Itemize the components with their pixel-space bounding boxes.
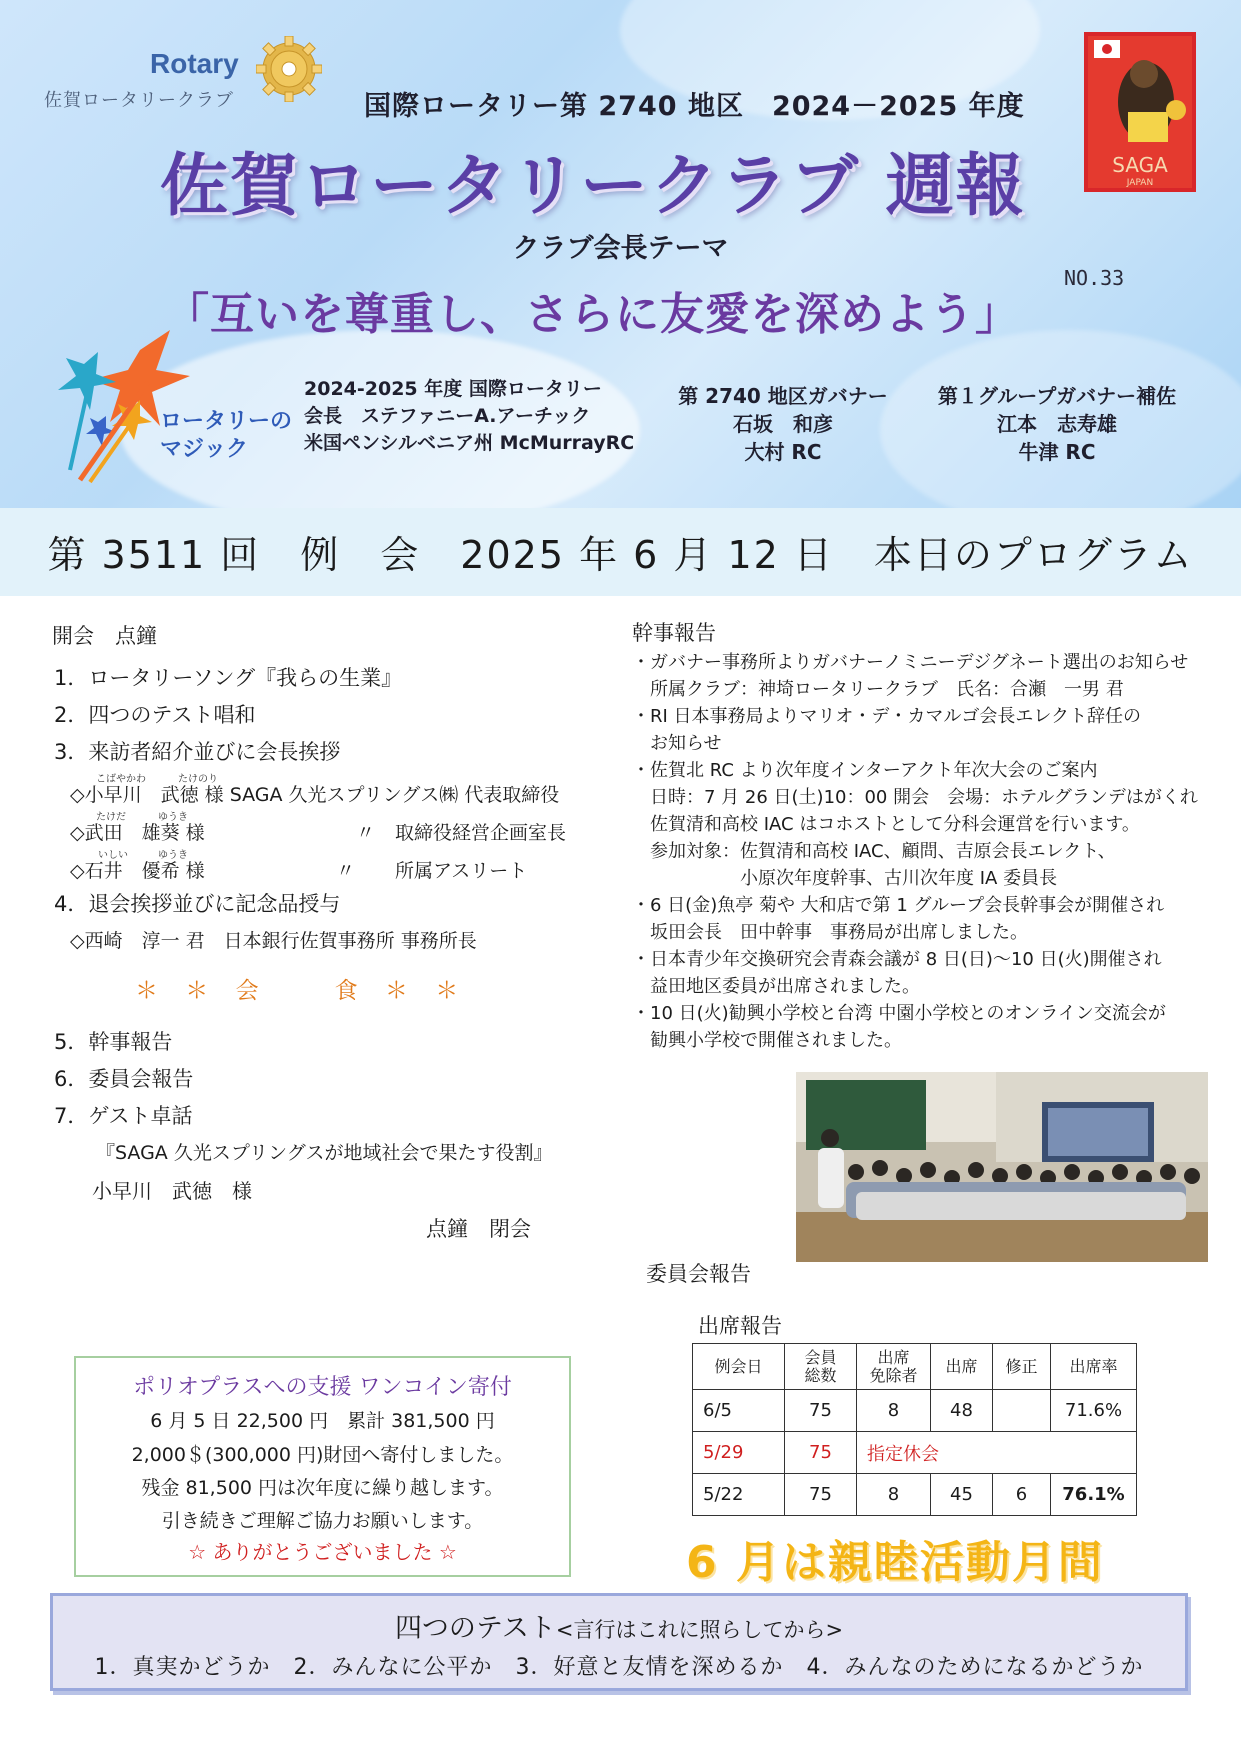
polio-donation-box [74, 1356, 571, 1577]
ruby-takeda: たけだ [96, 812, 126, 823]
polio-line-4: 引き続きご理解ご協力お願いします。 [161, 1510, 484, 1532]
secretary-report-line: 益田地区委員が出席されました。 [632, 976, 920, 997]
cell-date: 5/22 [693, 1474, 785, 1516]
secretary-report-line: 坂田会長 田中幹事 事務局が出席しました。 [632, 922, 1028, 943]
secretary-report-line: 小原次年度幹事、古川次年度 IA 委員長 [632, 868, 1058, 889]
polio-line-3: 残金 81,500 円は次年度に繰り越します。 [141, 1477, 504, 1499]
saga-emblem-image [1084, 32, 1196, 192]
cell-rate: 76.1% [1051, 1474, 1137, 1516]
svg-text:JAPAN: JAPAN [1126, 178, 1154, 188]
visitor-3-name: ◇石井 優希 様 [70, 860, 205, 882]
district-year: 国際ロータリー第 2740 地区 2024－2025 年度 [364, 91, 1025, 122]
ri-president-block: 2024-2025 年度 国際ロータリー 会長 ステファニーA.アーチック 米国ペンシルベニア州 McMurrayRC [304, 378, 635, 454]
cell-adjusted [993, 1390, 1051, 1432]
ruby-ishii: いしい [98, 850, 128, 861]
secretary-report-line: お知らせ [632, 733, 722, 754]
secretary-report-line: 勧興小学校で開催されました。 [632, 1030, 902, 1051]
program-item-2: 2．四つのテスト唱和 [54, 703, 256, 727]
four-way-test-items: 1．真実かどうか 2．みんなに公平か 3．好意と友情を深めるか 4．みんなのためになるかどうか [94, 1655, 1144, 1680]
secretary-report-line: 日時：7 月 26 日(土)10：00 開会 会場：ホテルグランデはがくれ [632, 787, 1198, 808]
program-item-4: 4．退会挨拶並びに記念品授与 [54, 892, 341, 916]
table-row [693, 1432, 1137, 1474]
ruby-yuki-2: ゆうき [158, 850, 188, 861]
cell-present: 48 [931, 1390, 993, 1432]
col-present: 出席 [931, 1344, 993, 1390]
ditto-mark-1: 〃 [356, 822, 376, 844]
ruby-yuki-1: ゆうき [158, 812, 188, 823]
secretary-report-line: ・RI 日本事務局よりマリオ・デ・カマルゴ会長エレクト辞任の [632, 706, 1141, 727]
svg-text:SAGA: SAGA [1112, 153, 1168, 177]
meal-break: ＊ ＊ 会 食 ＊ ＊ [135, 978, 469, 1004]
assistant-governor-block: 第１グループガバナー補佐 江本 志寿雄 牛津 RC [937, 384, 1177, 464]
program-closing: 点鐘 閉会 [426, 1217, 531, 1241]
four-way-test-title: 四つのテスト<言行はこれに照らしてから> [394, 1613, 844, 1644]
program-item-6: 6．委員会報告 [54, 1067, 194, 1091]
visitor-1: ◇小早川 武徳 様 SAGA 久光スプリングス㈱ 代表取締役 [70, 784, 560, 806]
visitor-3-role: 所属アスリート [395, 860, 528, 882]
secretary-report-line: ・10 日(火)勧興小学校と台湾 中園小学校とのオンライン交流会が [632, 1003, 1166, 1024]
page-title: 佐賀ロータリークラブ 週報 [160, 147, 1026, 226]
secretary-report-line: 佐賀清和高校 IAC はコホストとして分科会運営を行います。 [632, 814, 1140, 835]
rotary-club-name: 佐賀ロータリークラブ [44, 90, 234, 111]
cell-date: 5/29 [693, 1432, 785, 1474]
cell-exempt: 8 [857, 1390, 931, 1432]
cell-total: 75 [785, 1474, 857, 1516]
president-theme: 「互いを尊重し、さらに友愛を深めよう」 [165, 289, 1020, 340]
cell-total: 75 [785, 1390, 857, 1432]
program-item-5: 5．幹事報告 [54, 1030, 173, 1054]
secretary-report-heading: 幹事報告 [632, 621, 716, 645]
retiree-line: ◇西崎 淳一 君 日本銀行佐賀事務所 事務所長 [70, 930, 477, 952]
program-item-7: 7．ゲスト卓話 [54, 1104, 193, 1128]
theme-label: クラブ会長テーマ [512, 233, 729, 264]
secretary-report-line: 参加対象：佐賀清和高校 IAC、顧問、吉原会長エレクト、 [632, 841, 1116, 862]
cell-note: 指定休会 [857, 1432, 1137, 1474]
month-theme-banner: 6 月は親睦活動月間 [686, 1537, 1104, 1588]
table-row [693, 1474, 1137, 1516]
col-adjusted: 修正 [993, 1344, 1051, 1390]
school-exchange-photo [796, 1072, 1208, 1262]
rotary-wheel-icon [256, 36, 322, 102]
secretary-report-line: ・佐賀北 RC より次年度インターアクト年次大会のご案内 [632, 760, 1098, 781]
cell-adjusted: 6 [993, 1474, 1051, 1516]
cell-total: 75 [785, 1432, 857, 1474]
visitor-2-role: 取締役経営企画室長 [395, 822, 567, 844]
attendance-header-row [693, 1344, 1137, 1390]
cell-exempt: 8 [857, 1474, 931, 1516]
col-rate: 出席率 [1051, 1344, 1137, 1390]
rotary-logo-text: Rotary [150, 48, 239, 79]
secretary-report-line: 所属クラブ：神埼ロータリークラブ 氏名：合瀬 一男 君 [632, 679, 1124, 700]
committee-report-heading: 委員会報告 [646, 1262, 751, 1286]
polio-thanks: ☆ ありがとうございました ☆ [188, 1540, 457, 1564]
col-exempt: 出席 免除者 [857, 1344, 931, 1390]
program-item-1: 1．ロータリーソング『我らの生業』 [54, 666, 403, 690]
col-date: 例会日 [693, 1344, 785, 1390]
four-way-test-box [50, 1593, 1188, 1691]
talk-title: 『SAGA 久光スプリングスが地域社会で果たす役割』 [96, 1142, 553, 1164]
visitor-2-name: ◇武田 雄葵 様 [70, 822, 205, 844]
secretary-report-line: ・ガバナー事務所よりガバナーノミニーデジグネート選出のお知らせ [632, 652, 1189, 673]
col-total: 会員 総数 [785, 1344, 857, 1390]
cell-present: 45 [931, 1474, 993, 1516]
cell-date: 6/5 [693, 1390, 785, 1432]
cell-rate: 71.6% [1051, 1390, 1137, 1432]
program-item-3: 3．来訪者紹介並びに会長挨拶 [54, 740, 341, 764]
issue-number: NO.33 [1064, 266, 1125, 290]
talk-speaker: 小早川 武徳 様 [92, 1179, 252, 1203]
ditto-mark-2: 〃 [336, 860, 356, 882]
polio-title: ポリオプラスへの支援 ワンコイン寄付 [133, 1375, 512, 1400]
ruby-kobayakawa: こばやかわ [96, 774, 146, 785]
program-opening: 開会 点鐘 [52, 624, 157, 648]
rotary-magic-text: ロータリーの マジック [160, 409, 293, 462]
district-governor-block: 第 2740 地区ガバナー 石坂 和彦 大村 RC [678, 384, 888, 464]
polio-line-1: 6 月 5 日 22,500 円 累計 381,500 円 [150, 1410, 495, 1432]
polio-line-2: 2,000＄(300,000 円)財団へ寄付しました。 [131, 1444, 514, 1466]
meeting-heading: 第 3511 回 例 会 2025 年 6 月 12 日 本日のプログラム [47, 533, 1194, 577]
secretary-report-line: ・日本青少年交換研究会青森会議が 8 日(日)～10 日(火)開催され [632, 949, 1162, 970]
attendance-heading: 出席報告 [698, 1314, 782, 1338]
table-row [693, 1390, 1137, 1432]
ruby-takenori: たけのり [178, 774, 218, 785]
attendance-table [692, 1343, 1137, 1516]
secretary-report-line: ・6 日(金)魚亭 菊や 大和店で第 1 グループ会長幹事会が開催され [632, 895, 1165, 916]
